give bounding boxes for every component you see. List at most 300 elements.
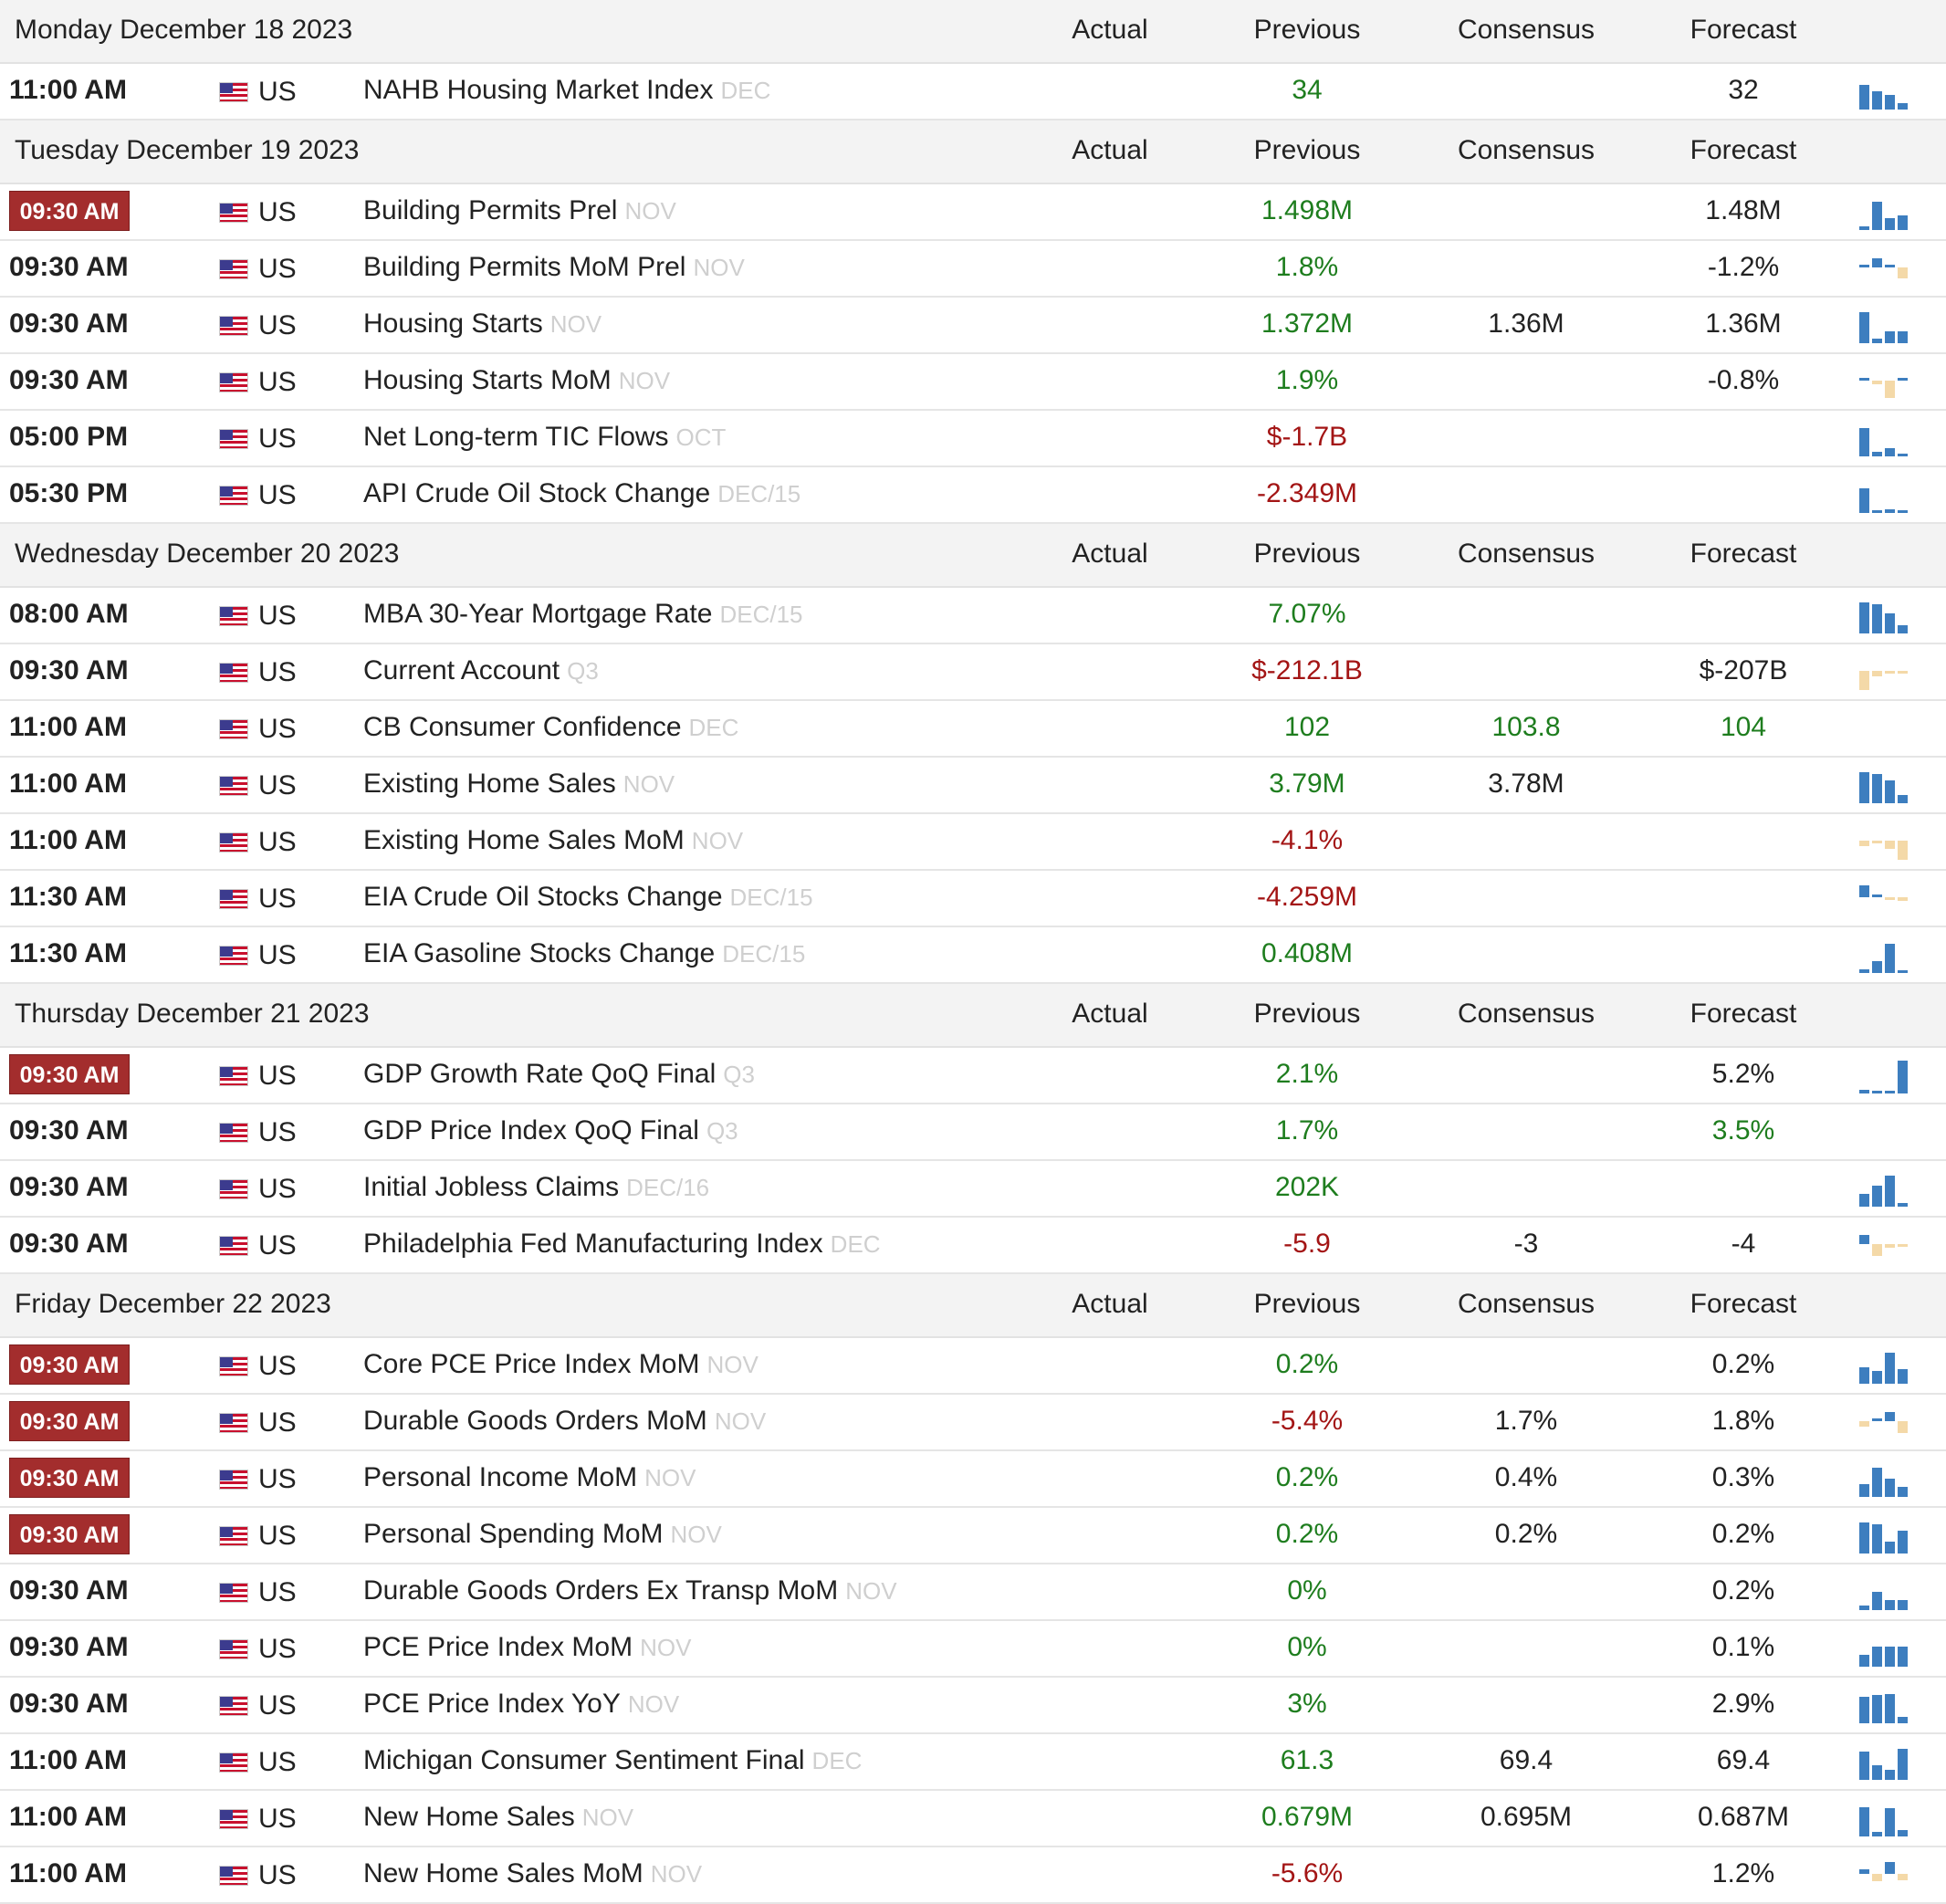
sparkline-bar (1872, 1468, 1882, 1497)
event-name-link[interactable] (363, 1689, 679, 1720)
event-country[interactable]: US (258, 601, 297, 631)
event-row[interactable] (0, 1338, 1946, 1395)
event-period: NOV (624, 197, 676, 225)
column-header-previous[interactable]: Previous (1253, 539, 1361, 569)
forecast-value: 0.2% (1711, 1519, 1775, 1549)
us-flag-icon (219, 946, 248, 966)
event-row[interactable] (0, 1734, 1946, 1791)
event-row[interactable] (0, 64, 1946, 120)
us-flag-icon (219, 719, 248, 739)
forecast-value: 0.2% (1711, 1349, 1775, 1379)
sparkline-chart-icon[interactable] (1859, 758, 1914, 811)
event-country[interactable]: US (258, 1061, 297, 1091)
sparkline-bar (1885, 1244, 1895, 1248)
sparkline-bar (1885, 448, 1895, 456)
event-time: 08:00 AM (9, 599, 129, 629)
event-name-link[interactable] (363, 195, 676, 226)
event-name[interactable]: Housing Starts MoM (363, 365, 612, 395)
event-time: 09:30 AM (9, 309, 129, 339)
sparkline-bar (1859, 1655, 1869, 1667)
event-country[interactable]: US (258, 1634, 297, 1664)
sparkline-bar (1872, 1874, 1882, 1881)
event-country[interactable]: US (258, 367, 297, 397)
us-flag-icon (219, 1123, 248, 1143)
event-period: DEC (830, 1230, 881, 1258)
event-name-link[interactable] (363, 422, 726, 453)
us-flag-icon (219, 372, 248, 392)
sparkline-bar (1898, 454, 1908, 456)
column-header-previous[interactable]: Previous (1253, 15, 1361, 45)
event-country[interactable]: US (258, 254, 297, 284)
event-name[interactable]: New Home Sales (363, 1802, 575, 1832)
event-name-link[interactable] (363, 75, 770, 106)
event-name-link[interactable] (363, 1632, 691, 1663)
event-country[interactable]: US (258, 1690, 297, 1721)
column-header-forecast[interactable]: Forecast (1690, 1289, 1797, 1319)
event-name[interactable]: Existing Home Sales (363, 769, 616, 799)
sparkline-chart-icon[interactable] (1859, 64, 1914, 117)
sparkline-bar (1898, 1244, 1908, 1247)
sparkline-chart-icon[interactable] (1859, 298, 1914, 350)
event-row[interactable] (0, 354, 1946, 411)
consensus-value: 0.2% (1494, 1519, 1558, 1549)
sparkline-chart-icon[interactable] (1859, 1161, 1914, 1214)
event-time: 09:30 AM (9, 1458, 130, 1498)
sparkline-bar (1898, 378, 1908, 381)
event-period: DEC (688, 714, 739, 741)
event-country[interactable]: US (258, 424, 297, 454)
event-name-link[interactable] (363, 938, 805, 969)
event-name[interactable]: GDP Growth Rate QoQ Final (363, 1059, 717, 1089)
column-header-actual[interactable]: Actual (1072, 539, 1148, 569)
previous-value: 0.679M (1261, 1802, 1354, 1832)
day-date: Tuesday December 19 2023 (15, 135, 360, 165)
event-time: 09:30 AM (9, 1115, 129, 1146)
us-flag-icon (219, 203, 248, 223)
sparkline-bar (1898, 1061, 1908, 1093)
event-row[interactable] (0, 1508, 1946, 1564)
event-row[interactable] (0, 1218, 1946, 1274)
sparkline-chart-icon[interactable] (1859, 1734, 1914, 1787)
event-period: NOV (644, 1464, 696, 1491)
column-header-consensus[interactable]: Consensus (1457, 15, 1596, 45)
sparkline-bar (1859, 1606, 1869, 1610)
us-flag-icon (219, 259, 248, 279)
sparkline-bar (1872, 91, 1882, 110)
sparkline-bar (1872, 452, 1882, 456)
event-name-link[interactable] (363, 1059, 755, 1090)
event-time: 11:00 AM (9, 1745, 127, 1775)
sparkline-bar (1898, 1203, 1908, 1207)
event-row[interactable] (0, 1564, 1946, 1621)
event-time: 11:00 AM (9, 75, 127, 105)
sparkline-bar (1872, 381, 1882, 384)
event-row[interactable] (0, 927, 1946, 984)
event-row[interactable] (0, 1791, 1946, 1847)
event-country[interactable]: US (258, 197, 297, 227)
event-row[interactable] (0, 411, 1946, 467)
sparkline-bar (1859, 602, 1869, 633)
event-row[interactable] (0, 467, 1946, 524)
event-name[interactable]: Personal Income MoM (363, 1462, 638, 1492)
sparkline-bar (1885, 381, 1895, 398)
sparkline-chart-icon[interactable] (1859, 1451, 1914, 1504)
event-country[interactable]: US (258, 940, 297, 970)
event-country[interactable]: US (258, 310, 297, 340)
column-header-actual[interactable]: Actual (1072, 135, 1148, 165)
sparkline-chart-icon[interactable] (1859, 1564, 1914, 1617)
us-flag-icon (219, 1066, 248, 1086)
event-period: NOV (714, 1407, 767, 1435)
previous-value: 1.372M (1261, 309, 1354, 339)
event-row[interactable] (0, 758, 1946, 814)
event-name[interactable]: Existing Home Sales MoM (363, 825, 685, 855)
sparkline-bar (1885, 1808, 1895, 1836)
event-name[interactable]: Michigan Consumer Sentiment Final (363, 1745, 805, 1775)
sparkline-bar (1872, 894, 1882, 897)
forecast-value: 104 (1720, 712, 1767, 742)
event-row[interactable] (0, 1104, 1946, 1161)
day-header (0, 984, 1946, 1048)
sparkline-bar (1885, 944, 1895, 973)
sparkline-chart-icon[interactable] (1859, 1621, 1914, 1674)
sparkline-bar (1872, 1244, 1882, 1256)
event-name[interactable]: PCE Price Index MoM (363, 1632, 633, 1662)
sparkline-bar (1859, 841, 1869, 846)
event-row[interactable] (0, 1161, 1946, 1218)
event-name[interactable]: Housing Starts (363, 309, 543, 339)
column-header-consensus[interactable]: Consensus (1457, 999, 1596, 1029)
us-flag-icon (219, 1470, 248, 1490)
forecast-value: -4 (1731, 1229, 1756, 1259)
sparkline-bar (1872, 258, 1882, 268)
sparkline-bar (1872, 604, 1882, 633)
previous-value: 1.8% (1275, 252, 1339, 282)
event-period: DEC/16 (626, 1174, 710, 1201)
event-name-link[interactable] (363, 599, 803, 630)
sparkline-bar (1885, 1862, 1895, 1874)
event-period: DEC/15 (722, 940, 806, 968)
sparkline-chart-icon[interactable] (1859, 354, 1914, 407)
event-country[interactable]: US (258, 1577, 297, 1607)
event-name[interactable]: CB Consumer Confidence (363, 712, 682, 742)
event-row[interactable] (0, 1451, 1946, 1508)
event-name[interactable]: Building Permits Prel (363, 195, 618, 225)
event-name[interactable]: Personal Spending MoM (363, 1519, 664, 1549)
previous-value: 1.9% (1275, 365, 1339, 395)
previous-value: 3.79M (1269, 769, 1345, 799)
us-flag-icon (219, 486, 248, 506)
event-row[interactable] (0, 871, 1946, 927)
event-row[interactable] (0, 644, 1946, 701)
sparkline-bar (1872, 1592, 1882, 1610)
sparkline-chart-icon[interactable] (1859, 411, 1914, 464)
event-name-link[interactable] (363, 252, 745, 283)
event-row[interactable] (0, 1847, 1946, 1904)
event-name[interactable]: New Home Sales MoM (363, 1858, 643, 1888)
sparkline-bar (1885, 1091, 1895, 1093)
event-name-link[interactable] (363, 1349, 759, 1380)
forecast-value: 1.48M (1705, 195, 1782, 225)
sparkline-chart-icon[interactable] (1859, 1847, 1914, 1900)
sparkline-bar (1859, 1807, 1869, 1836)
sparkline-chart-icon[interactable] (1859, 1395, 1914, 1448)
event-name[interactable]: Net Long-term TIC Flows (363, 422, 669, 452)
day-header (0, 524, 1946, 588)
forecast-value: 0.2% (1711, 1575, 1775, 1606)
sparkline-chart-icon[interactable] (1859, 927, 1914, 980)
sparkline-chart-icon[interactable] (1859, 871, 1914, 924)
event-country[interactable]: US (258, 1230, 297, 1261)
event-period: NOV (706, 1351, 759, 1378)
column-header-consensus[interactable]: Consensus (1457, 1289, 1596, 1319)
previous-value: 34 (1292, 75, 1323, 105)
sparkline-chart-icon[interactable] (1859, 184, 1914, 237)
sparkline-chart-icon[interactable] (1859, 814, 1914, 867)
event-country[interactable]: US (258, 1521, 297, 1551)
sparkline-bar (1885, 1412, 1895, 1422)
event-name-link[interactable] (363, 769, 675, 800)
column-header-actual[interactable]: Actual (1072, 15, 1148, 45)
sparkline-chart-icon[interactable] (1859, 467, 1914, 520)
event-name-link[interactable] (363, 1858, 702, 1889)
day-date: Monday December 18 2023 (15, 15, 353, 45)
forecast-value: 2.9% (1711, 1689, 1775, 1719)
event-period: NOV (627, 1690, 680, 1718)
event-country[interactable]: US (258, 1464, 297, 1494)
sparkline-bar (1859, 772, 1869, 803)
event-name-link[interactable] (363, 1229, 881, 1260)
event-country[interactable]: US (258, 1351, 297, 1381)
sparkline-bar (1885, 897, 1895, 900)
previous-value: -5.4% (1271, 1406, 1344, 1436)
event-row[interactable] (0, 1678, 1946, 1734)
us-flag-icon (219, 1179, 248, 1199)
sparkline-bar (1885, 331, 1895, 343)
sparkline-chart-icon[interactable] (1859, 1508, 1914, 1561)
event-row[interactable] (0, 588, 1946, 644)
event-time: 11:00 AM (9, 825, 127, 855)
event-name[interactable]: NAHB Housing Market Index (363, 75, 714, 105)
previous-value: 2.1% (1275, 1059, 1339, 1089)
event-name-link[interactable] (363, 712, 738, 743)
event-time: 09:30 AM (9, 1689, 129, 1719)
event-name-link[interactable] (363, 365, 670, 396)
event-time: 09:30 AM (9, 365, 129, 395)
event-row[interactable] (0, 184, 1946, 241)
event-name[interactable]: Current Account (363, 655, 560, 685)
column-header-previous[interactable]: Previous (1253, 135, 1361, 165)
sparkline-bar (1859, 1752, 1869, 1780)
sparkline-chart-icon[interactable] (1859, 1678, 1914, 1731)
event-name-link[interactable] (363, 1172, 709, 1203)
previous-value: 0% (1287, 1575, 1327, 1606)
column-header-forecast[interactable]: Forecast (1690, 999, 1797, 1029)
previous-value: 202K (1274, 1172, 1340, 1202)
event-time: 11:30 AM (9, 882, 127, 912)
column-header-forecast[interactable]: Forecast (1690, 135, 1797, 165)
event-row[interactable] (0, 1621, 1946, 1678)
event-period: Q3 (567, 657, 599, 685)
column-header-actual[interactable]: Actual (1072, 1289, 1148, 1319)
sparkline-bar (1885, 509, 1895, 513)
event-period: NOV (693, 254, 745, 281)
event-country[interactable]: US (258, 1747, 297, 1777)
sparkline-bar (1898, 331, 1908, 343)
event-period: DEC/15 (729, 884, 813, 911)
sparkline-bar (1898, 897, 1908, 901)
column-header-forecast[interactable]: Forecast (1690, 539, 1797, 569)
column-header-previous[interactable]: Previous (1253, 999, 1361, 1029)
previous-value: -5.6% (1271, 1858, 1344, 1888)
day-date: Friday December 22 2023 (15, 1289, 331, 1319)
us-flag-icon (219, 1413, 248, 1433)
sparkline-chart-icon[interactable] (1859, 701, 1914, 754)
sparkline-bar (1859, 1090, 1869, 1093)
event-name-link[interactable] (363, 655, 599, 686)
event-row[interactable] (0, 1395, 1946, 1451)
column-header-actual[interactable]: Actual (1072, 999, 1148, 1029)
sparkline-bar (1885, 1694, 1895, 1723)
previous-value: 0.2% (1275, 1519, 1339, 1549)
us-flag-icon (219, 1696, 248, 1716)
us-flag-icon (219, 1526, 248, 1546)
event-country[interactable]: US (258, 1860, 297, 1890)
sparkline-chart-icon[interactable] (1859, 644, 1914, 697)
previous-value: 1.498M (1261, 195, 1354, 225)
event-row[interactable] (0, 1048, 1946, 1104)
event-time: 11:00 AM (9, 1858, 127, 1888)
event-name-link[interactable] (363, 1406, 766, 1437)
forecast-value: 0.3% (1711, 1462, 1775, 1492)
event-name-link[interactable] (363, 882, 813, 913)
event-country[interactable]: US (258, 1174, 297, 1204)
us-flag-icon (219, 889, 248, 909)
day-header (0, 0, 1946, 64)
us-flag-icon (219, 82, 248, 102)
sparkline-chart-icon[interactable] (1859, 241, 1914, 294)
event-country[interactable]: US (258, 1804, 297, 1834)
event-name[interactable]: MBA 30-Year Mortgage Rate (363, 599, 713, 629)
consensus-value: 69.4 (1499, 1745, 1554, 1775)
event-name[interactable]: Durable Goods Orders MoM (363, 1406, 707, 1436)
sparkline-chart-icon[interactable] (1859, 588, 1914, 641)
sparkline-bar (1872, 1371, 1882, 1384)
event-name-link[interactable] (363, 1745, 862, 1776)
event-time: 09:30 AM (9, 1575, 129, 1606)
us-flag-icon (219, 663, 248, 683)
event-row[interactable] (0, 814, 1946, 871)
sparkline-bar (1898, 970, 1908, 973)
sparkline-bar (1885, 841, 1895, 849)
event-time: 11:00 AM (9, 769, 127, 799)
event-time: 05:00 PM (9, 422, 129, 452)
event-name[interactable]: PCE Price Index YoY (363, 1689, 621, 1719)
event-period: NOV (581, 1804, 634, 1831)
column-header-consensus[interactable]: Consensus (1457, 539, 1596, 569)
event-country[interactable]: US (258, 1117, 297, 1147)
previous-value: 1.7% (1275, 1115, 1339, 1146)
event-name-link[interactable] (363, 309, 602, 340)
event-country[interactable]: US (258, 884, 297, 914)
event-country[interactable]: US (258, 714, 297, 744)
event-name[interactable]: Durable Goods Orders Ex Transp MoM (363, 1575, 839, 1606)
sparkline-bar (1885, 671, 1895, 674)
event-period: NOV (691, 827, 744, 854)
column-header-previous[interactable]: Previous (1253, 1289, 1361, 1319)
event-name-link[interactable] (363, 1462, 696, 1493)
event-name[interactable]: EIA Gasoline Stocks Change (363, 938, 716, 968)
event-country[interactable]: US (258, 770, 297, 800)
event-name-link[interactable] (363, 1802, 633, 1833)
event-country[interactable]: US (258, 827, 297, 857)
us-flag-icon (219, 316, 248, 336)
event-name[interactable]: Core PCE Price Index MoM (363, 1349, 700, 1379)
sparkline-bar (1898, 841, 1908, 860)
event-name-link[interactable] (363, 825, 743, 856)
event-name[interactable]: EIA Crude Oil Stocks Change (363, 882, 723, 912)
us-flag-icon (219, 1866, 248, 1886)
event-name[interactable]: API Crude Oil Stock Change (363, 478, 711, 508)
sparkline-chart-icon[interactable] (1859, 1104, 1914, 1157)
event-time: 09:30 AM (9, 1344, 130, 1385)
event-row[interactable] (0, 701, 1946, 758)
sparkline-chart-icon[interactable] (1859, 1048, 1914, 1101)
sparkline-chart-icon[interactable] (1859, 1218, 1914, 1271)
event-name-link[interactable] (363, 478, 800, 509)
event-period: DEC/15 (719, 601, 803, 628)
sparkline-bar (1872, 510, 1882, 513)
sparkline-bar (1859, 378, 1869, 381)
event-country[interactable]: US (258, 77, 297, 107)
previous-value: 102 (1283, 712, 1331, 742)
previous-value: 61.3 (1280, 1745, 1334, 1775)
event-name[interactable]: Philadelphia Fed Manufacturing Index (363, 1229, 823, 1259)
sparkline-bar (1872, 774, 1882, 803)
day-header (0, 1274, 1946, 1338)
event-name-link[interactable] (363, 1575, 897, 1606)
sparkline-bar (1872, 841, 1882, 843)
us-flag-icon (219, 606, 248, 626)
sparkline-bar (1885, 780, 1895, 803)
event-name-link[interactable] (363, 1115, 738, 1146)
event-name-link[interactable] (363, 1519, 722, 1550)
sparkline-chart-icon[interactable] (1859, 1791, 1914, 1844)
forecast-value: 0.1% (1711, 1632, 1775, 1662)
sparkline-bar (1898, 1647, 1908, 1667)
sparkline-bar (1898, 510, 1908, 513)
event-name[interactable]: Initial Jobless Claims (363, 1172, 620, 1202)
event-row[interactable] (0, 241, 1946, 298)
forecast-value: 69.4 (1716, 1745, 1771, 1775)
sparkline-bar (1872, 1765, 1882, 1780)
sparkline-bar (1898, 1600, 1908, 1610)
event-country[interactable]: US (258, 1407, 297, 1438)
column-header-forecast[interactable]: Forecast (1690, 15, 1797, 45)
event-row[interactable] (0, 298, 1946, 354)
forecast-value: $-207B (1699, 655, 1788, 685)
consensus-value: -3 (1513, 1229, 1539, 1259)
column-header-consensus[interactable]: Consensus (1457, 135, 1596, 165)
sparkline-chart-icon[interactable] (1859, 1338, 1914, 1391)
event-name[interactable]: Building Permits MoM Prel (363, 252, 686, 282)
event-country[interactable]: US (258, 657, 297, 687)
event-country[interactable]: US (258, 480, 297, 510)
event-period: DEC/15 (717, 480, 801, 507)
sparkline-bar (1898, 1874, 1908, 1880)
event-period: NOV (640, 1634, 692, 1661)
event-name[interactable]: GDP Price Index QoQ Final (363, 1115, 699, 1146)
